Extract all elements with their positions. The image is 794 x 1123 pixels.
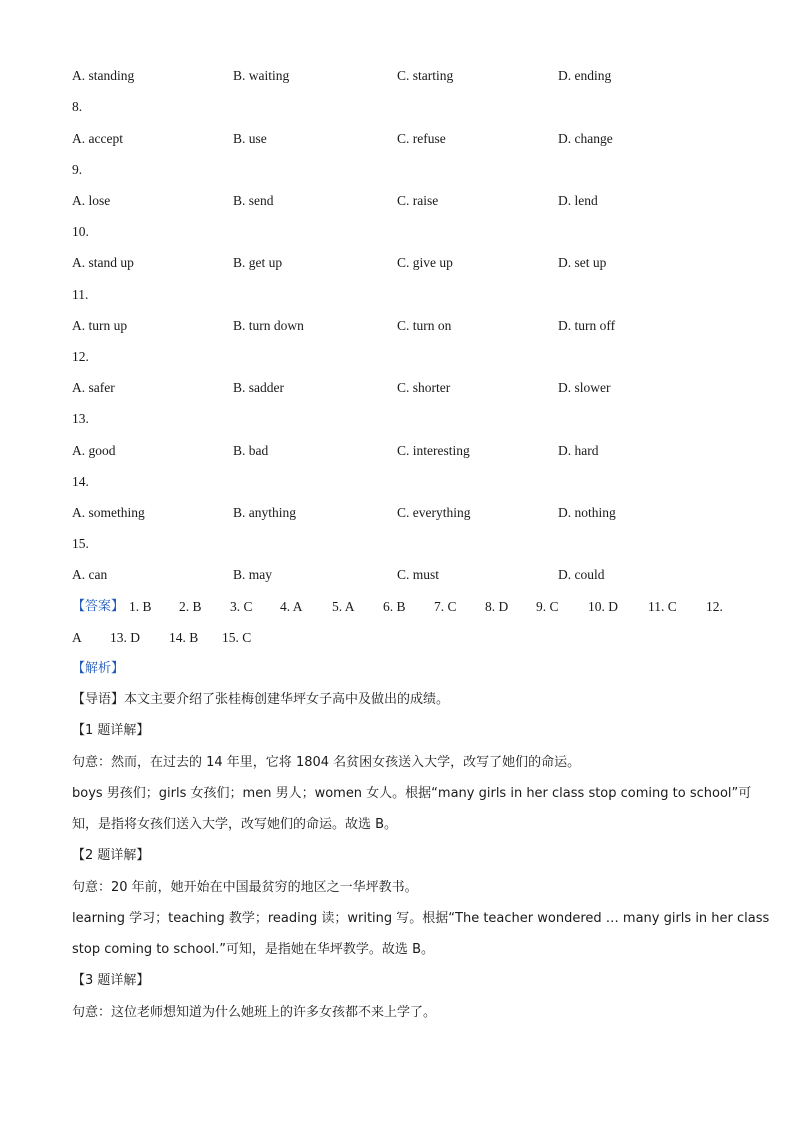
answer-item: 8. D xyxy=(485,599,509,614)
option-d: D. lend xyxy=(558,193,598,208)
option-a: A. stand up xyxy=(72,255,134,270)
option-a: A. safer xyxy=(72,380,115,395)
question-number: 13. xyxy=(72,411,89,426)
intro-text: 本文主要介绍了张桂梅创建华坪女子高中及做出的成绩。 xyxy=(124,692,450,707)
intro-label: 【导语】 xyxy=(72,692,125,707)
option-b: B. get up xyxy=(233,255,283,270)
answer-item: 12. xyxy=(706,599,723,614)
option-a: A. turn up xyxy=(72,318,128,333)
option-d: D. ending xyxy=(558,68,612,83)
option-b: B. send xyxy=(233,193,274,208)
question-number: 10. xyxy=(72,224,89,239)
q2-explanation-line-2: stop coming to school.”可知，是指她在华坪教学。故选 B。 xyxy=(72,942,434,957)
answer-item: 4. A xyxy=(280,599,303,614)
option-c: C. refuse xyxy=(397,131,446,146)
answer-label: 【答案】 xyxy=(72,599,125,614)
option-b: B. waiting xyxy=(233,68,290,83)
option-c: C. turn on xyxy=(397,318,452,333)
answer-item: 3. C xyxy=(230,599,253,614)
option-a: A. good xyxy=(72,443,116,458)
q1-explanation-line-2: 知，是指将女孩们送入大学，改写她们的命运。故选 B。 xyxy=(72,817,398,832)
answer-item: 15. C xyxy=(222,630,252,645)
analysis-label: 【解析】 xyxy=(72,661,125,676)
option-d: D. could xyxy=(558,567,605,582)
answer-item: 9. C xyxy=(536,599,559,614)
option-d: D. set up xyxy=(558,255,607,270)
answer-item: A xyxy=(72,630,82,645)
option-c: C. shorter xyxy=(397,380,451,395)
option-b: B. anything xyxy=(233,505,296,520)
q2-explanation-line-1: learning 学习；teaching 教学；reading 读；writing 写。根据“The teacher wondered … many girls in her class xyxy=(72,911,770,926)
answer-item: 2. B xyxy=(179,599,202,614)
option-c: C. must xyxy=(397,567,440,582)
answer-item: 13. D xyxy=(110,630,140,645)
option-b: B. turn down xyxy=(233,318,304,333)
intro-paragraph xyxy=(72,690,449,710)
answer-item: 1. B xyxy=(129,599,152,614)
option-a: A. standing xyxy=(72,68,135,83)
question-number: 11. xyxy=(72,287,89,302)
option-a: A. can xyxy=(72,567,108,582)
option-b: B. may xyxy=(233,567,272,582)
option-c: C. give up xyxy=(397,255,453,270)
question-number: 12. xyxy=(72,349,89,364)
question-number: 15. xyxy=(72,536,89,551)
q2-meaning: 句意：20 年前，她开始在中国最贫穷的地区之一华坪教书。 xyxy=(72,880,418,895)
option-d: D. nothing xyxy=(558,505,616,520)
option-b: B. bad xyxy=(233,443,269,458)
answer-item: 5. A xyxy=(332,599,355,614)
option-c: C. raise xyxy=(397,193,439,208)
option-c: C. starting xyxy=(397,68,454,83)
answer-item: 11. C xyxy=(648,599,677,614)
option-a: A. accept xyxy=(72,131,123,146)
option-d: D. hard xyxy=(558,443,599,458)
option-a: A. something xyxy=(72,505,145,520)
q1-meaning: 句意：然而，在过去的 14 年里，它将 1804 名贫困女孩送入大学，改写了她们的命运。 xyxy=(72,755,581,770)
option-d: D. change xyxy=(558,131,613,146)
question-number: 9. xyxy=(72,162,83,177)
question-number: 14. xyxy=(72,474,89,489)
q3-meaning: 句意：这位老师想知道为什么她班上的许多女孩都不来上学了。 xyxy=(72,1005,437,1020)
option-c: C. interesting xyxy=(397,443,470,458)
option-c: C. everything xyxy=(397,505,471,520)
q1-explanation-line-1: boys 男孩们；girls 女孩们；men 男人；women 女人。根据“many girls in her class stop coming to school”可 xyxy=(72,786,752,801)
q2-detail-label: 【2 题详解】 xyxy=(72,848,150,863)
answer-item: 10. D xyxy=(588,599,618,614)
option-b: B. sadder xyxy=(233,380,284,395)
option-b: B. use xyxy=(233,131,267,146)
answer-item: 14. B xyxy=(169,630,199,645)
answer-item: 6. B xyxy=(383,599,406,614)
option-a: A. lose xyxy=(72,193,111,208)
q1-detail-label: 【1 题详解】 xyxy=(72,723,150,738)
q3-detail-label: 【3 题详解】 xyxy=(72,973,150,988)
question-number: 8. xyxy=(72,99,83,114)
answer-item: 7. C xyxy=(434,599,457,614)
option-d: D. turn off xyxy=(558,318,616,333)
option-d: D. slower xyxy=(558,380,611,395)
